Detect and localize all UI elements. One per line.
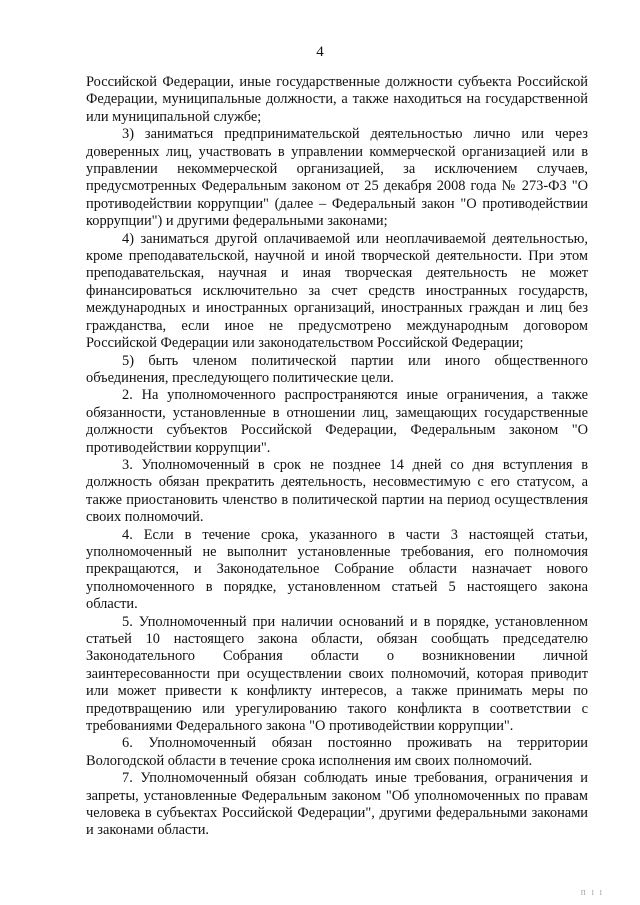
page-number: 4 <box>316 44 324 60</box>
paragraph-item-4: 4) заниматься другой оплачиваемой или неоплачиваемой деятельностью, кроме преподавательской, научной и иной творческой деятельности. При этом преподавательская, научная и иная творческая деятельность не может финансироваться исключительно за счет средств иностранных государств, международных и иностранных организаций, иностранных граждан и лиц без гражданства, если иное не предусмотрено международным договором Российской Федерации или законодательством Российской Федерации; <box>86 230 588 352</box>
paragraph-item-3: 3) заниматься предпринимательской деятельностью лично или через доверенных лиц, участвовать в управлении коммерческой организацией или в управлении некоммерческой организацией, за исключением случаев, предусмотренных Федеральным законом от 25 декабря 2008 года № 273-ФЗ "О противодействии коррупции" (далее – Федеральный закон "О противодействии коррупции") и другими федеральными законами; <box>86 126 588 230</box>
paragraph-part-6: 6. Уполномоченный обязан постоянно проживать на территории Вологодской области в течение срока исполнения им своих полномочий. <box>86 735 588 769</box>
document-body <box>86 74 588 840</box>
footer-mark: П I I <box>580 889 604 897</box>
paragraph-continuation: Российской Федерации, иные государственные должности субъекта Российской Федерации, муниципальные должности, а также находиться на государственной или муниципальной службе; <box>86 74 588 125</box>
paragraph-part-2: 2. На уполномоченного распространяются иные ограничения, а также обязанности, установленные в отношении лиц, замещающих государственные должности субъектов Российской Федерации, Федеральным законом "О противодействии коррупции". <box>86 387 588 456</box>
paragraph-part-3: 3. Уполномоченный в срок не позднее 14 дней со дня вступления в должность обязан прекратить деятельность, несовместимую с его статусом, а также приостановить членство в политической партии на период осуществления своих полномочий. <box>86 456 588 526</box>
paragraph-part-4: 4. Если в течение срока, указанного в части 3 настоящей статьи, уполномоченный не выполнит установленные требования, его полномочия прекращаются, и Законодательное Собрание области назначает нового уполномоченного в порядке, установленном статьей 5 настоящего закона области. <box>86 526 588 613</box>
paragraph-item-5: 5) быть членом политической партии или иного общественного объединения, преследующего политические цели. <box>86 352 588 386</box>
paragraph-part-7: 7. Уполномоченный обязан соблюдать иные требования, ограничения и запреты, установленные Федеральным законом "Об уполномоченных по правам человека в субъектах Российской Федерации", другими федеральными законами и законами области. <box>86 770 588 839</box>
paragraph-part-5: 5. Уполномоченный при наличии оснований и в порядке, установленном статьей 10 настоящего закона области, обязан сообщать председателю Законодательного Собрания области о возникновении личной заинтересованности при осуществлении своих полномочий, которая приводит или может привести к конфликту интересов, а также принимать меры по предотвращению или урегулированию такого конфликта в соответствии с требованиями Федерального закона "О противодействии коррупции". <box>86 613 588 735</box>
